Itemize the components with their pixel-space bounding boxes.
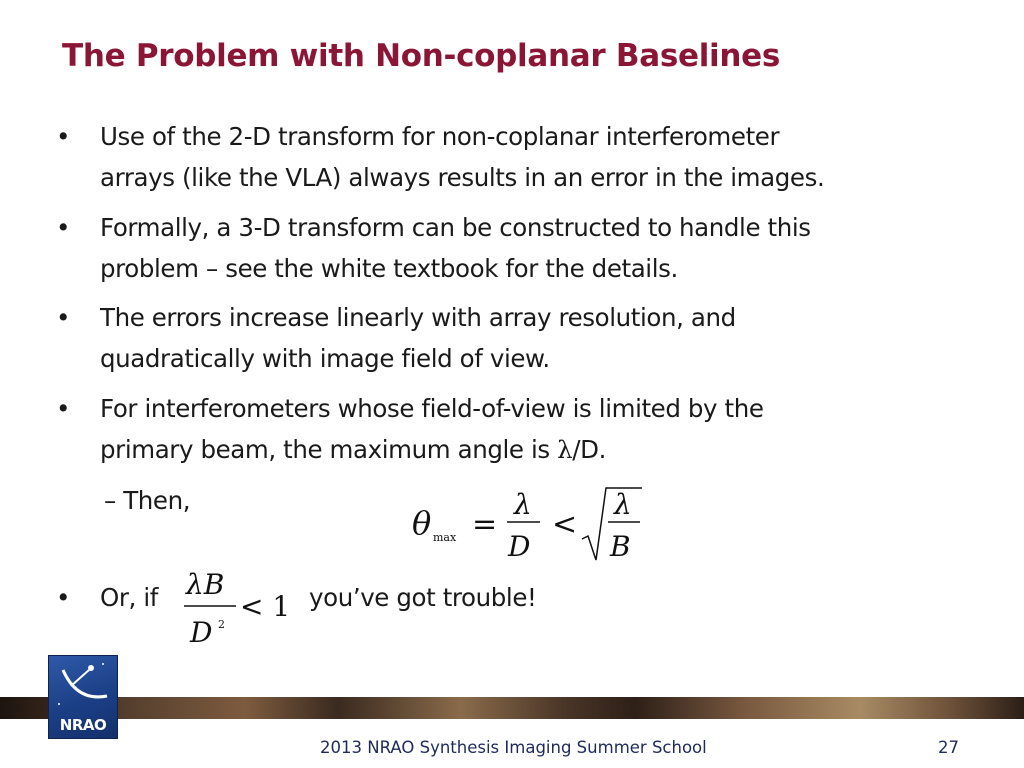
equation-theta-max (400, 484, 650, 564)
bullet-4-line-2 (100, 430, 606, 470)
bullet-dot: • (56, 122, 71, 151)
bullet-4-line-2-prefix: primary beam, the maximum angle is (100, 435, 558, 464)
bullet-4-line-1: For interferometers whose field-of-view is limited by the (100, 394, 764, 423)
bullet-dot: • (56, 213, 71, 242)
bullet-3-line-1: The errors increase linearly with array resolution, and (100, 303, 736, 332)
eq1-d-denominator: D (508, 530, 531, 563)
eq1-theta: θ (412, 504, 432, 542)
eq1-lambda-numerator: λ (514, 488, 532, 521)
eq2-numerator: λB (186, 568, 225, 601)
bullet-5-prefix: Or, if (100, 583, 158, 612)
nrao-logo-text: NRAO (59, 716, 107, 734)
eq2-denominator: D (190, 616, 213, 649)
bullet-3-line-2: quadratically with image field of view. (100, 344, 550, 373)
radio-telescope-icon (49, 656, 117, 716)
page-number: 27 (938, 738, 959, 757)
eq2-exponent: 2 (218, 618, 225, 631)
eq1-lambda-inner: λ (614, 488, 632, 521)
bullet-2-line-1: Formally, a 3-D transform can be constructed to handle this (100, 213, 811, 242)
bullet-2-line-2: problem – see the white textbook for the details. (100, 254, 678, 283)
bullet-dot: • (56, 394, 71, 423)
bullet-4-line-2-suffix: /D. (572, 435, 606, 464)
footer-text: 2013 NRAO Synthesis Imaging Summer School (320, 738, 707, 757)
lambda-symbol: λ (557, 435, 573, 464)
bullet-dot: • (56, 583, 71, 612)
equation-trouble-condition (180, 566, 290, 652)
nrao-logo (48, 655, 118, 739)
bullet-5-suffix: you’ve got trouble! (309, 583, 537, 612)
footer-astronomy-strip (0, 697, 1024, 719)
bullet-1-line-1: Use of the 2-D transform for non-coplanar interferometer (100, 122, 780, 151)
slide-title: The Problem with Non-coplanar Baselines (62, 38, 780, 74)
bullet-1-line-2: arrays (like the VLA) always results in an error in the images. (100, 163, 825, 192)
bullet-dot: • (56, 303, 71, 332)
eq1-equals: = (472, 507, 498, 542)
eq1-b-denominator: B (610, 530, 631, 563)
sub-bullet-then: – Then, (104, 486, 191, 515)
eq2-relation: < 1 (240, 590, 290, 623)
eq1-less-than: < (552, 507, 578, 542)
eq1-subscript-max: max (433, 531, 457, 544)
